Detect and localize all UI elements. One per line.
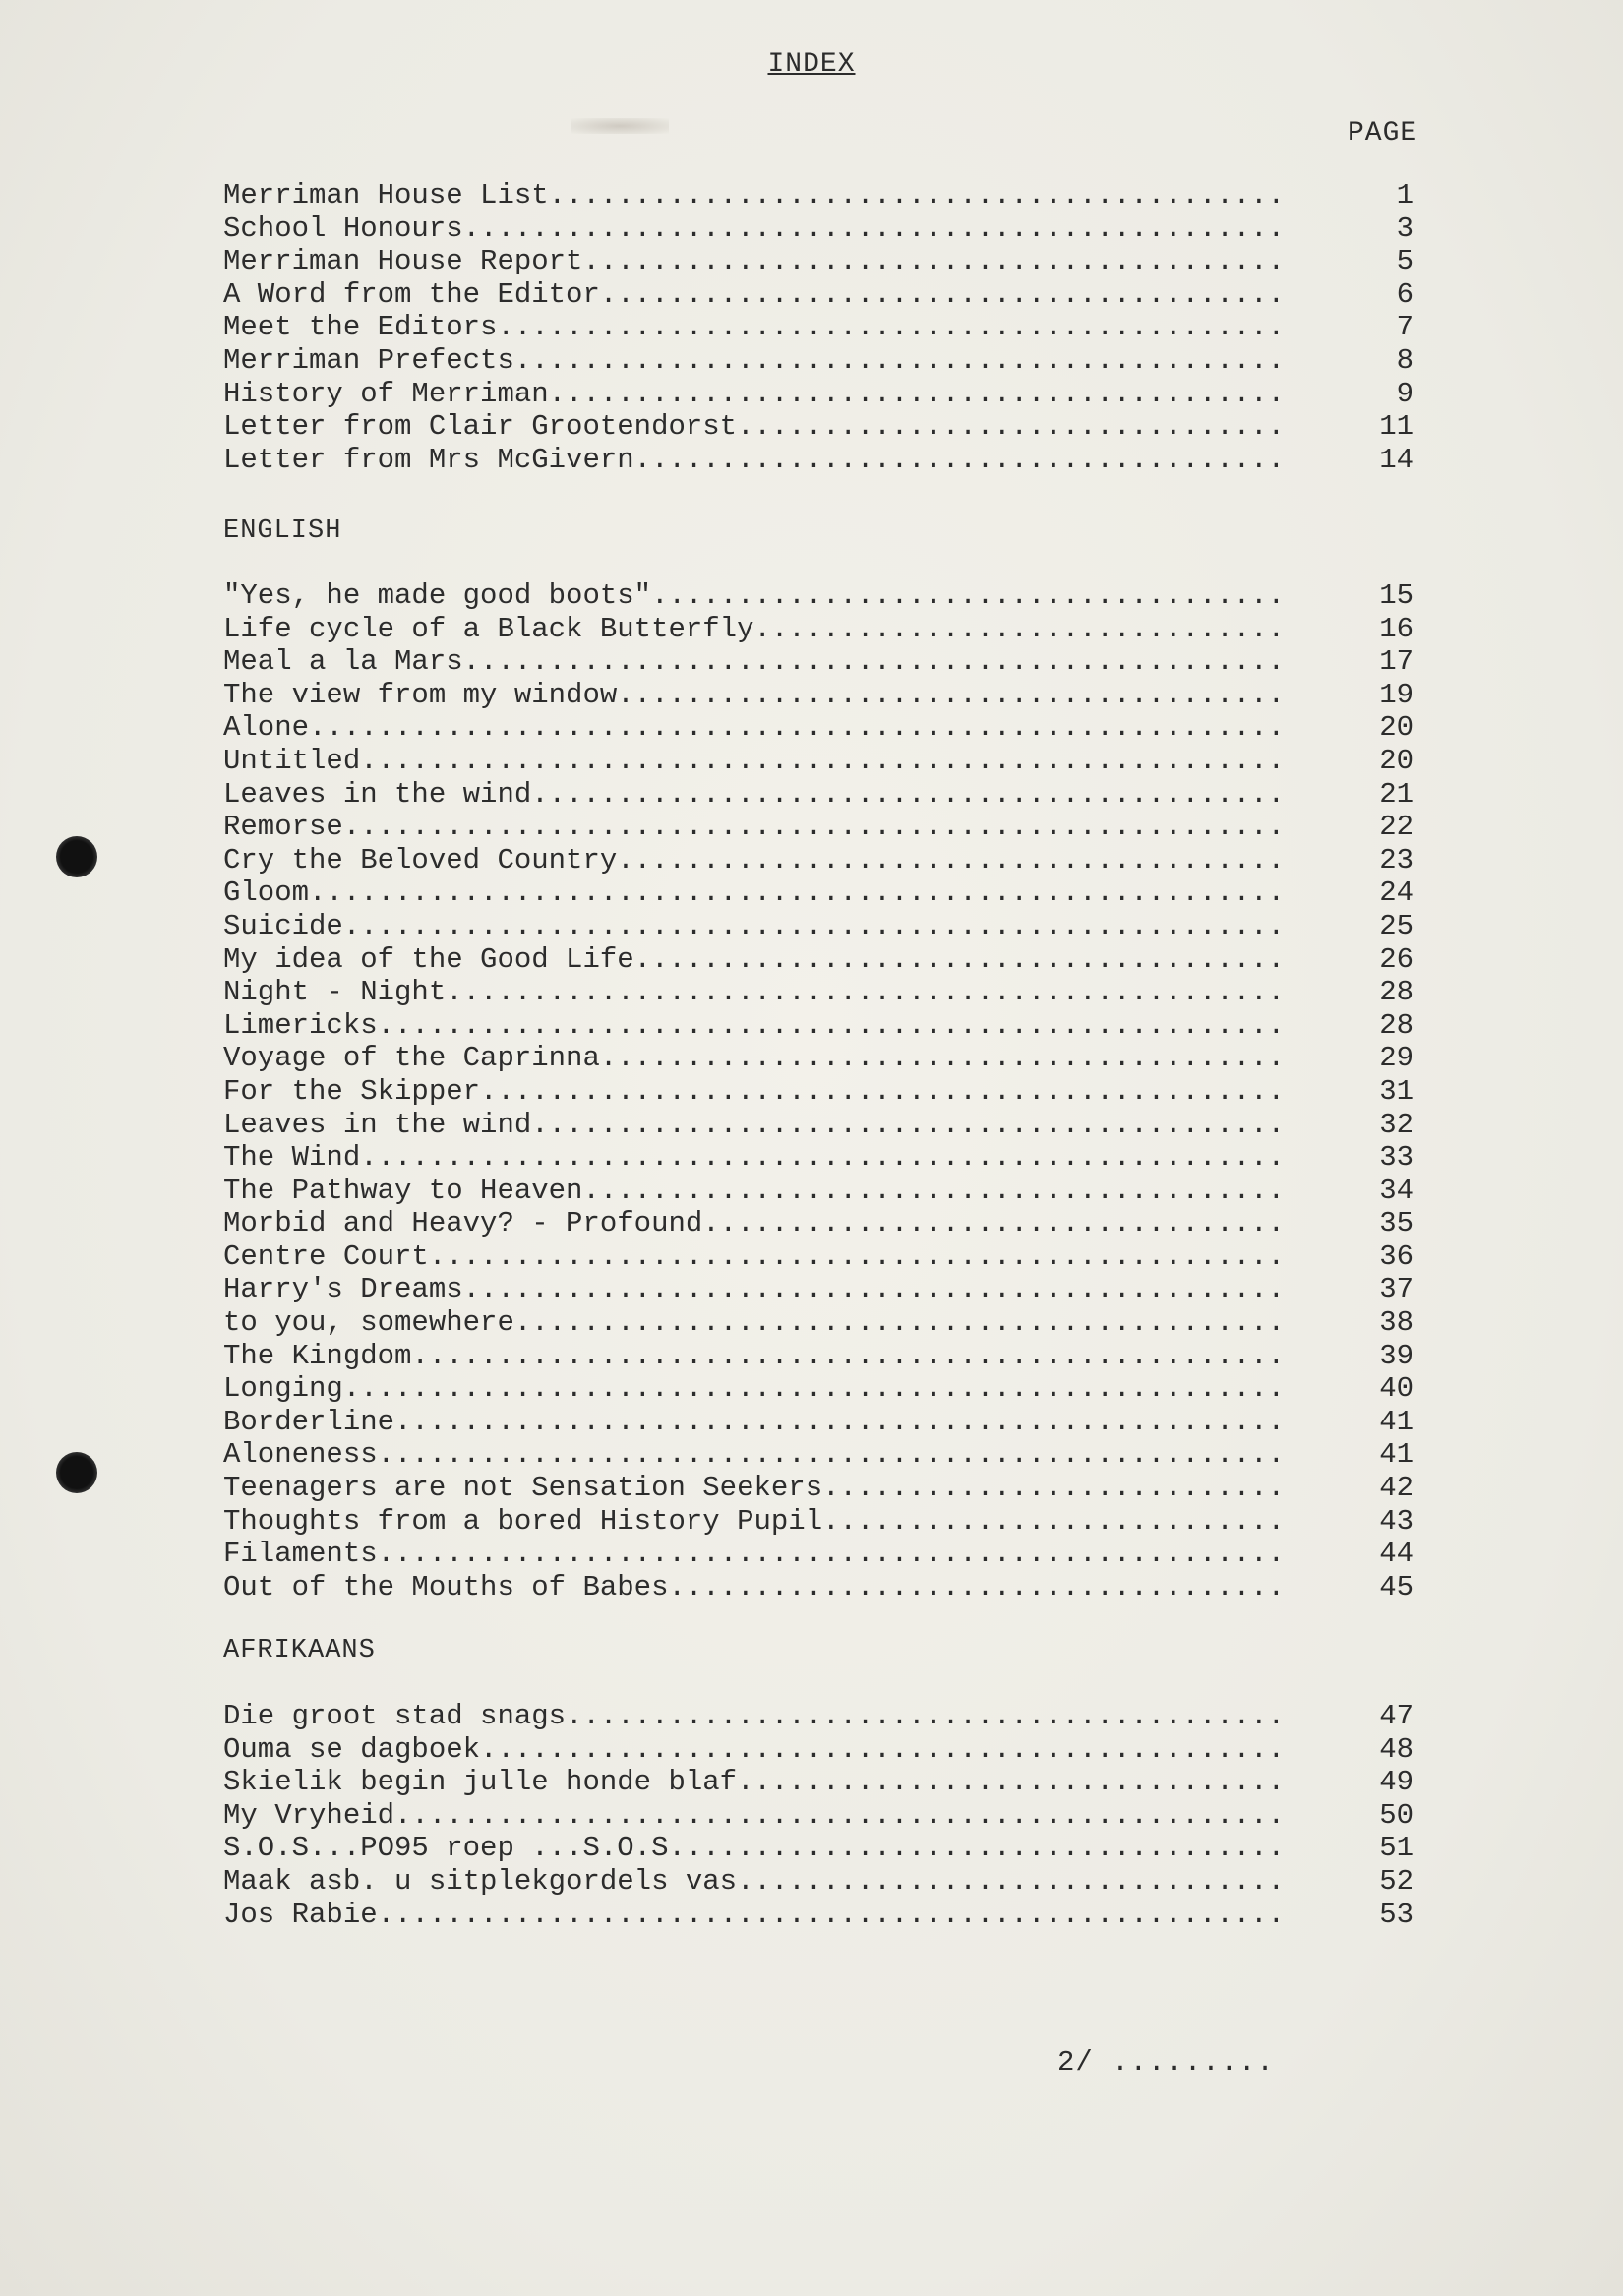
page-title: INDEX	[767, 49, 856, 80]
entry-title: Letter from Mrs McGivern .....	[223, 444, 1286, 477]
entry-title: "Yes, he made good boots" .....	[223, 579, 1286, 613]
entry-page-number: 35	[1379, 1207, 1413, 1240]
entry-page-number: 53	[1379, 1898, 1413, 1931]
index-entry	[223, 1538, 1413, 1571]
entry-title: For the Skipper .....	[223, 1075, 1286, 1109]
continuation-marker: 2/ .........	[1057, 2046, 1275, 2079]
index-entry	[223, 1306, 1413, 1340]
entry-title: Night - Night .....	[223, 976, 1286, 1009]
entry-title: Filaments .....	[223, 1538, 1286, 1571]
index-entry	[223, 1240, 1413, 1274]
entry-page-number: 52	[1379, 1864, 1413, 1898]
punch-hole-top	[56, 836, 97, 877]
index-entry	[223, 278, 1413, 312]
entry-title: Leaves in the wind .....	[223, 778, 1286, 812]
index-entry	[223, 1832, 1413, 1865]
entry-page-number: 19	[1379, 678, 1413, 711]
entry-page-number: 17	[1379, 645, 1413, 679]
entry-title: Borderline .....	[223, 1406, 1286, 1439]
entry-page-number: 6	[1396, 277, 1413, 311]
entry-title: A Word from the Editor .....	[223, 278, 1286, 312]
entry-page-number: 33	[1379, 1141, 1413, 1175]
index-entry	[223, 711, 1413, 745]
index-entry	[223, 645, 1413, 679]
entry-title: Teenagers are not Sensation Seekers .....	[223, 1472, 1286, 1505]
entry-page-number: 25	[1379, 909, 1413, 942]
index-entry	[223, 943, 1413, 977]
entry-page-number: 49	[1379, 1766, 1413, 1799]
entry-title: Cry the Beloved Country .....	[223, 844, 1286, 877]
entry-title: My idea of the Good Life .....	[223, 943, 1286, 977]
entry-page-number: 23	[1379, 843, 1413, 876]
entry-title: Morbid and Heavy? - Profound .....	[223, 1207, 1286, 1240]
entry-page-number: 21	[1379, 777, 1413, 811]
entry-title: Limericks .....	[223, 1009, 1286, 1043]
entry-page-number: 29	[1379, 1042, 1413, 1075]
entry-title: Merriman House Report .....	[223, 245, 1286, 278]
entry-page-number: 16	[1379, 612, 1413, 645]
afrikaans-contents-list	[223, 1700, 1413, 1931]
index-entry	[223, 1406, 1413, 1439]
index-entry	[223, 1207, 1413, 1240]
entry-title: Merriman House List .....	[223, 179, 1286, 212]
entry-page-number: 44	[1379, 1538, 1413, 1571]
entry-page-number: 3	[1396, 211, 1413, 245]
entry-page-number: 48	[1379, 1732, 1413, 1766]
index-entry	[223, 1372, 1413, 1406]
entry-title: Aloneness .....	[223, 1438, 1286, 1472]
entry-title: Remorse .....	[223, 811, 1286, 844]
entry-title: Jos Rabie .....	[223, 1899, 1286, 1932]
general-contents-list	[223, 179, 1413, 476]
entry-page-number: 34	[1379, 1174, 1413, 1207]
entry-page-number: 32	[1379, 1108, 1413, 1141]
entry-title: Out of the Mouths of Babes .....	[223, 1571, 1286, 1604]
entry-page-number: 28	[1379, 1008, 1413, 1042]
entry-page-number: 38	[1379, 1306, 1413, 1340]
entry-page-number: 40	[1379, 1372, 1413, 1406]
entry-page-number: 20	[1379, 744, 1413, 777]
entry-page-number: 14	[1379, 443, 1413, 476]
entry-title: Die groot stad snags .....	[223, 1700, 1286, 1733]
entry-title: Maak asb. u sitplekgordels vas .....	[223, 1865, 1286, 1899]
entry-page-number: 11	[1379, 410, 1413, 444]
index-entry	[223, 1273, 1413, 1306]
index-entry	[223, 1141, 1413, 1175]
entry-title: Ouma se dagboek .....	[223, 1733, 1286, 1767]
index-entry	[223, 679, 1413, 712]
entry-title: Meet the Editors .....	[223, 311, 1286, 344]
entry-page-number: 20	[1379, 711, 1413, 745]
index-entry	[223, 1009, 1413, 1043]
entry-page-number: 43	[1379, 1504, 1413, 1538]
entry-title: Harry's Dreams .....	[223, 1273, 1286, 1306]
index-entry	[223, 876, 1413, 910]
index-entry	[223, 311, 1413, 344]
index-entry	[223, 1700, 1413, 1733]
index-entry	[223, 745, 1413, 778]
english-contents-list	[223, 579, 1413, 1603]
index-entry	[223, 1175, 1413, 1208]
index-entry	[223, 212, 1413, 246]
index-entry	[223, 378, 1413, 411]
punch-hole-bottom	[56, 1452, 97, 1493]
entry-page-number: 50	[1379, 1798, 1413, 1832]
index-entry	[223, 179, 1413, 212]
entry-title: History of Merriman .....	[223, 378, 1286, 411]
entry-page-number: 41	[1379, 1438, 1413, 1472]
entry-title: Letter from Clair Grootendorst .....	[223, 410, 1286, 444]
index-entry	[223, 1438, 1413, 1472]
entry-page-number: 28	[1379, 976, 1413, 1009]
entry-page-number: 5	[1396, 245, 1413, 278]
index-entry	[223, 811, 1413, 844]
index-entry	[223, 1899, 1413, 1932]
entry-title: The view from my window .....	[223, 679, 1286, 712]
index-entry	[223, 976, 1413, 1009]
entry-title: Leaves in the wind .....	[223, 1109, 1286, 1142]
entry-page-number: 37	[1379, 1273, 1413, 1306]
entry-title: Thoughts from a bored History Pupil .....	[223, 1505, 1286, 1539]
entry-page-number: 1	[1396, 179, 1413, 211]
entry-title: Suicide .....	[223, 910, 1286, 943]
index-entry	[223, 344, 1413, 378]
entry-title: to you, somewhere .....	[223, 1306, 1286, 1340]
entry-title: My Vryheid .....	[223, 1799, 1286, 1833]
entry-title: Centre Court .....	[223, 1240, 1286, 1274]
index-entry	[223, 1042, 1413, 1075]
entry-page-number: 45	[1379, 1570, 1413, 1603]
index-entry	[223, 1799, 1413, 1833]
section-heading-english: ENGLISH	[223, 516, 342, 546]
index-entry	[223, 1766, 1413, 1799]
entry-title: Meal a la Mars .....	[223, 645, 1286, 679]
entry-page-number: 15	[1379, 579, 1413, 612]
entry-title: Gloom .....	[223, 876, 1286, 910]
index-entry	[223, 910, 1413, 943]
entry-page-number: 41	[1379, 1405, 1413, 1438]
entry-page-number: 47	[1379, 1700, 1413, 1732]
entry-page-number: 36	[1379, 1239, 1413, 1273]
entry-title: Untitled .....	[223, 745, 1286, 778]
entry-title: Life cycle of a Black Butterfly .....	[223, 613, 1286, 646]
entry-page-number: 26	[1379, 942, 1413, 976]
index-entry	[223, 444, 1413, 477]
index-entry	[223, 1109, 1413, 1142]
entry-title: Longing .....	[223, 1372, 1286, 1406]
entry-page-number: 42	[1379, 1472, 1413, 1505]
page-column-header: PAGE	[1348, 118, 1418, 149]
ink-smudge	[571, 118, 669, 134]
entry-page-number: 7	[1396, 311, 1413, 344]
index-entry	[223, 1571, 1413, 1604]
entry-page-number: 39	[1379, 1339, 1413, 1372]
section-heading-afrikaans: AFRIKAANS	[223, 1636, 376, 1665]
index-entry	[223, 1865, 1413, 1899]
entry-page-number: 31	[1379, 1074, 1413, 1108]
index-entry	[223, 1733, 1413, 1767]
entry-page-number: 22	[1379, 811, 1413, 844]
entry-title: School Honours .....	[223, 212, 1286, 246]
entry-page-number: 51	[1379, 1832, 1413, 1865]
entry-title: S.O.S...PO95 roep ...S.O.S .....	[223, 1832, 1286, 1865]
index-entry	[223, 1505, 1413, 1539]
index-entry	[223, 245, 1413, 278]
entry-title: Voyage of the Caprinna .....	[223, 1042, 1286, 1075]
index-entry	[223, 1340, 1413, 1373]
entry-page-number: 9	[1396, 377, 1413, 410]
entry-title: The Kingdom .....	[223, 1340, 1286, 1373]
entry-title: Alone .....	[223, 711, 1286, 745]
entry-page-number: 8	[1396, 343, 1413, 377]
entry-title: The Pathway to Heaven .....	[223, 1175, 1286, 1208]
index-entry	[223, 579, 1413, 613]
entry-page-number: 24	[1379, 876, 1413, 910]
index-entry	[223, 1472, 1413, 1505]
entry-title: Skielik begin julle honde blaf .....	[223, 1766, 1286, 1799]
entry-title: Merriman Prefects .....	[223, 344, 1286, 378]
index-entry	[223, 778, 1413, 812]
index-entry	[223, 844, 1413, 877]
entry-title: The Wind .....	[223, 1141, 1286, 1175]
index-entry	[223, 410, 1413, 444]
index-entry	[223, 613, 1413, 646]
index-entry	[223, 1075, 1413, 1109]
